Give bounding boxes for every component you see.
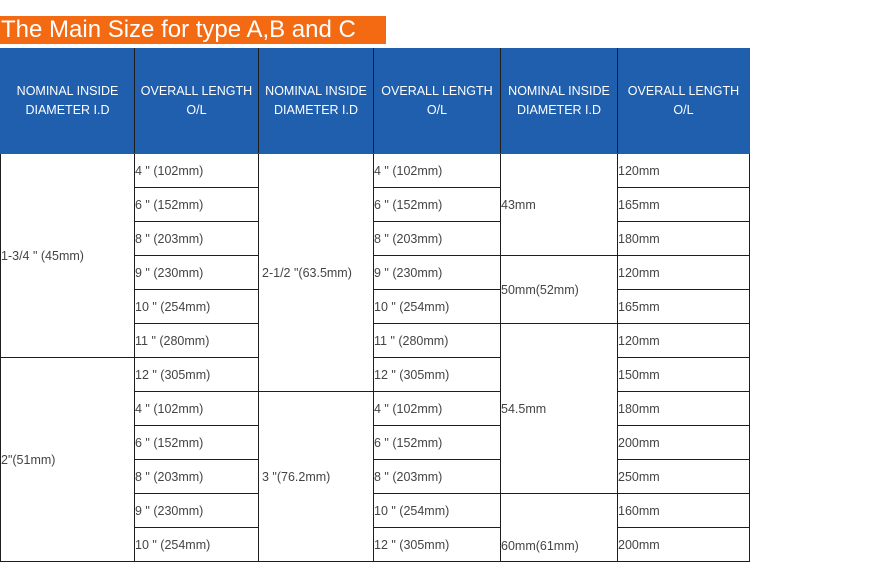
length-cell: 120mm bbox=[618, 324, 750, 358]
nominal-id-cell: 2"(51mm) bbox=[1, 358, 135, 562]
length-cell: 4 " (102mm) bbox=[374, 154, 501, 188]
length-cell: 165mm bbox=[618, 290, 750, 324]
length-cell: 120mm bbox=[618, 154, 750, 188]
length-cell: 11 " (280mm) bbox=[374, 324, 501, 358]
length-cell: 8 " (203mm) bbox=[374, 222, 501, 256]
length-cell: 9 " (230mm) bbox=[135, 494, 259, 528]
length-cell: 6 " (152mm) bbox=[374, 188, 501, 222]
length-cell: 200mm bbox=[618, 426, 750, 460]
length-cell: 165mm bbox=[618, 188, 750, 222]
length-cell: 10 " (254mm) bbox=[374, 290, 501, 324]
length-cell: 150mm bbox=[618, 358, 750, 392]
length-cell: 12 " (305mm) bbox=[374, 358, 501, 392]
page-title: The Main Size for type A,B and C bbox=[0, 16, 386, 44]
length-cell: 8 " (203mm) bbox=[374, 460, 501, 494]
nominal-id-cell: 43mm bbox=[501, 154, 618, 256]
length-cell: 180mm bbox=[618, 222, 750, 256]
header-overall-length-2: OVERALL LENGTH O/L bbox=[374, 49, 501, 154]
length-cell: 4 " (102mm) bbox=[374, 392, 501, 426]
length-cell: 12 " (305mm) bbox=[374, 528, 501, 562]
length-cell: 6 " (152mm) bbox=[135, 188, 259, 222]
header-nominal-id-3: NOMINAL INSIDE DIAMETER I.D bbox=[501, 49, 618, 154]
length-cell: 8 " (203mm) bbox=[135, 222, 259, 256]
length-cell: 120mm bbox=[618, 256, 750, 290]
header-overall-length-1: OVERALL LENGTH O/L bbox=[135, 49, 259, 154]
length-cell: 8 " (203mm) bbox=[135, 460, 259, 494]
nominal-id-cell: 3 "(76.2mm) bbox=[259, 392, 374, 562]
table-row bbox=[1, 154, 750, 188]
header-nominal-id-1: NOMINAL INSIDE DIAMETER I.D bbox=[1, 49, 135, 154]
nominal-id-cell: 2-1/2 "(63.5mm) bbox=[259, 154, 374, 392]
length-cell: 12 " (305mm) bbox=[135, 358, 259, 392]
length-cell: 200mm bbox=[618, 528, 750, 562]
header-row bbox=[1, 49, 750, 154]
table-row bbox=[1, 358, 750, 392]
length-cell: 180mm bbox=[618, 392, 750, 426]
length-cell: 250mm bbox=[618, 460, 750, 494]
size-table bbox=[0, 48, 750, 562]
length-cell: 10 " (254mm) bbox=[135, 290, 259, 324]
length-cell: 10 " (254mm) bbox=[374, 494, 501, 528]
length-cell: 10 " (254mm) bbox=[135, 528, 259, 562]
length-cell: 4 " (102mm) bbox=[135, 154, 259, 188]
nominal-id-cell: 60mm(61mm) bbox=[501, 494, 618, 562]
length-cell: 11 " (280mm) bbox=[135, 324, 259, 358]
nominal-id-cell: 54.5mm bbox=[501, 324, 618, 494]
length-cell: 6 " (152mm) bbox=[374, 426, 501, 460]
nominal-id-cell: 1-3/4 " (45mm) bbox=[1, 154, 135, 358]
length-cell: 160mm bbox=[618, 494, 750, 528]
header-overall-length-3: OVERALL LENGTH O/L bbox=[618, 49, 750, 154]
length-cell: 6 " (152mm) bbox=[135, 426, 259, 460]
length-cell: 9 " (230mm) bbox=[374, 256, 501, 290]
length-cell: 9 " (230mm) bbox=[135, 256, 259, 290]
nominal-id-cell: 50mm(52mm) bbox=[501, 256, 618, 324]
header-nominal-id-2: NOMINAL INSIDE DIAMETER I.D bbox=[259, 49, 374, 154]
length-cell: 4 " (102mm) bbox=[135, 392, 259, 426]
